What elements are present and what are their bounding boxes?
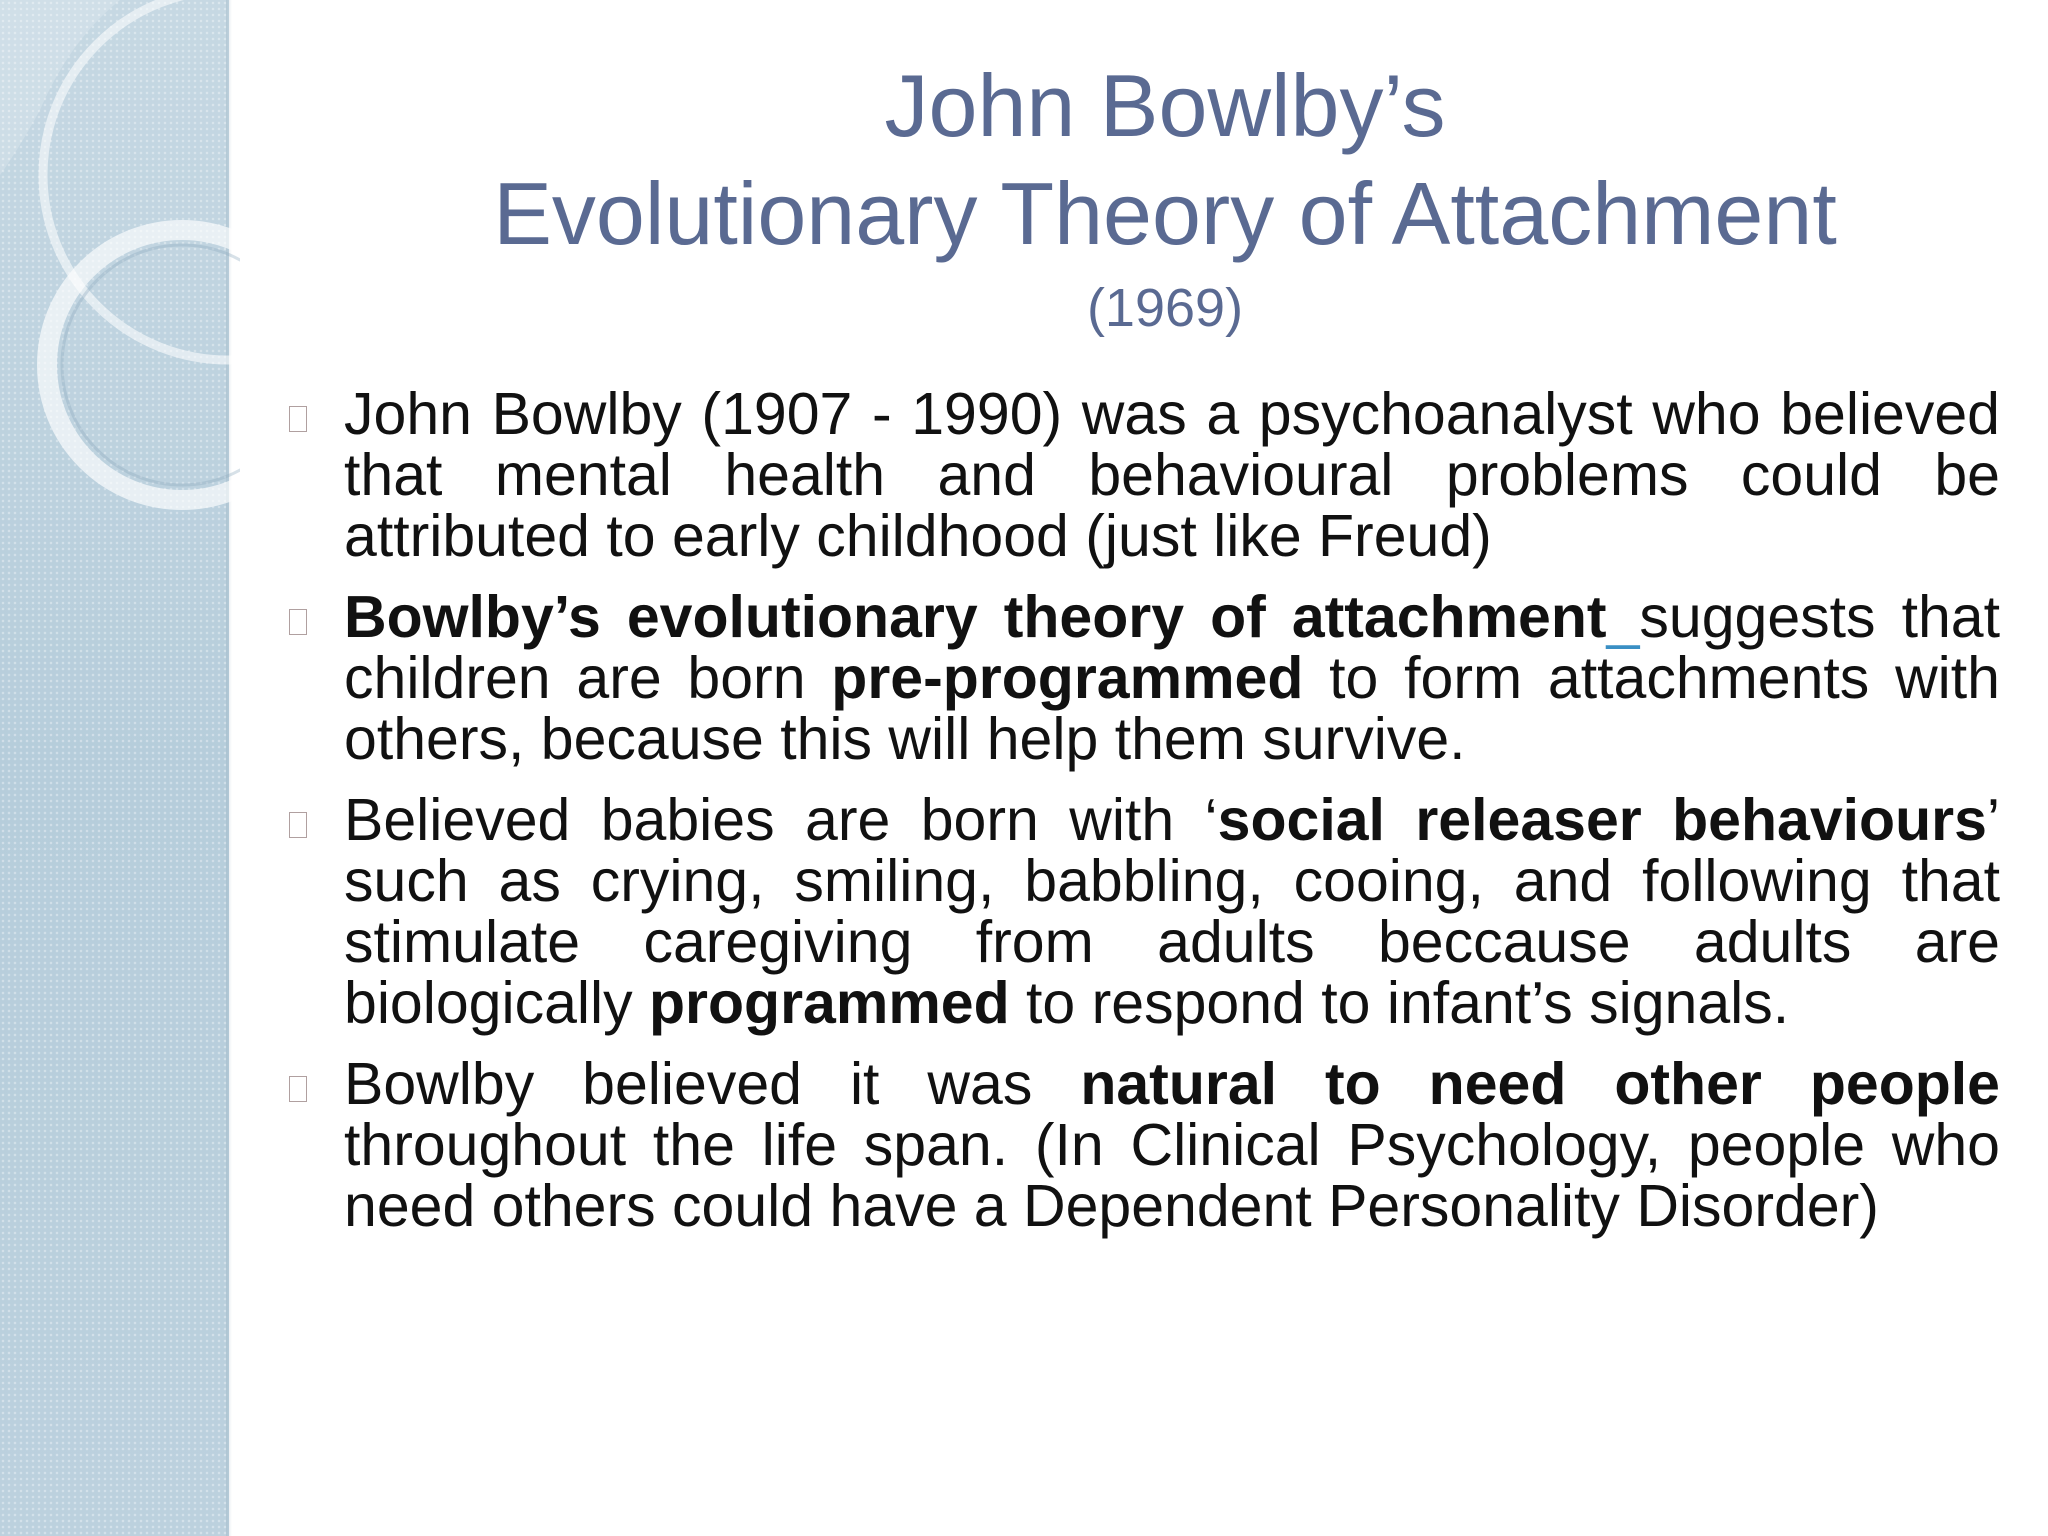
bold-phrase: pre-programmed [831, 645, 1304, 711]
bullet-text: John Bowlby (1907 - 1990) was a psychoanalyst who believed that mental health and behavioural problems could be attributed to early childhood (just like Freud) [344, 381, 2000, 569]
square-bullet-icon [289, 406, 307, 432]
bullet-text: throughout the life span. (In Clinical Psychology, people who need others could have a Dependent Personality Disorder) [344, 1112, 2000, 1239]
bullet-list [280, 381, 2001, 1257]
title-line-1: John Bowlby’s [884, 56, 1446, 155]
bullet-text: ’ such as crying, smiling, babbling, cooing, and following that stimulate caregiving from adults beccause adults are biologically [344, 787, 2001, 1036]
square-bullet-icon [289, 812, 307, 838]
square-bullet-icon [289, 1076, 307, 1102]
bullet-text: to form attachments with others, because this will help them survive. [344, 645, 2000, 772]
bullet-text: suggests that children are born [344, 584, 2000, 711]
bold-phrase: natural to need other people [1080, 1051, 2000, 1117]
slide-title [330, 52, 2000, 344]
text-cursor-mark: _ [1606, 584, 1640, 650]
square-bullet-icon [289, 609, 307, 635]
bullet-text: Bowlby believed it was [344, 1051, 1081, 1117]
bold-phrase: Bowlby’s evolutionary theory of attachment [344, 584, 1607, 650]
ring-medium [47, 230, 240, 500]
bullet-text: to respond to infant’s signals. [1009, 970, 1790, 1036]
title-line-2: Evolutionary Theory of Attachment [493, 164, 1837, 263]
bullet-item [280, 381, 2000, 569]
ring-large [43, 0, 240, 360]
title-year: (1969) [1086, 278, 1244, 338]
bullet-item [280, 787, 2001, 1036]
bullet-item [280, 584, 2000, 772]
decorative-rings [0, 0, 240, 560]
bullet-text: Believed babies are born with ‘ [344, 787, 1218, 853]
bold-phrase: programmed [649, 970, 1010, 1036]
bold-phrase: social releaser behaviours [1217, 787, 1987, 853]
bullet-item [280, 1051, 2000, 1239]
